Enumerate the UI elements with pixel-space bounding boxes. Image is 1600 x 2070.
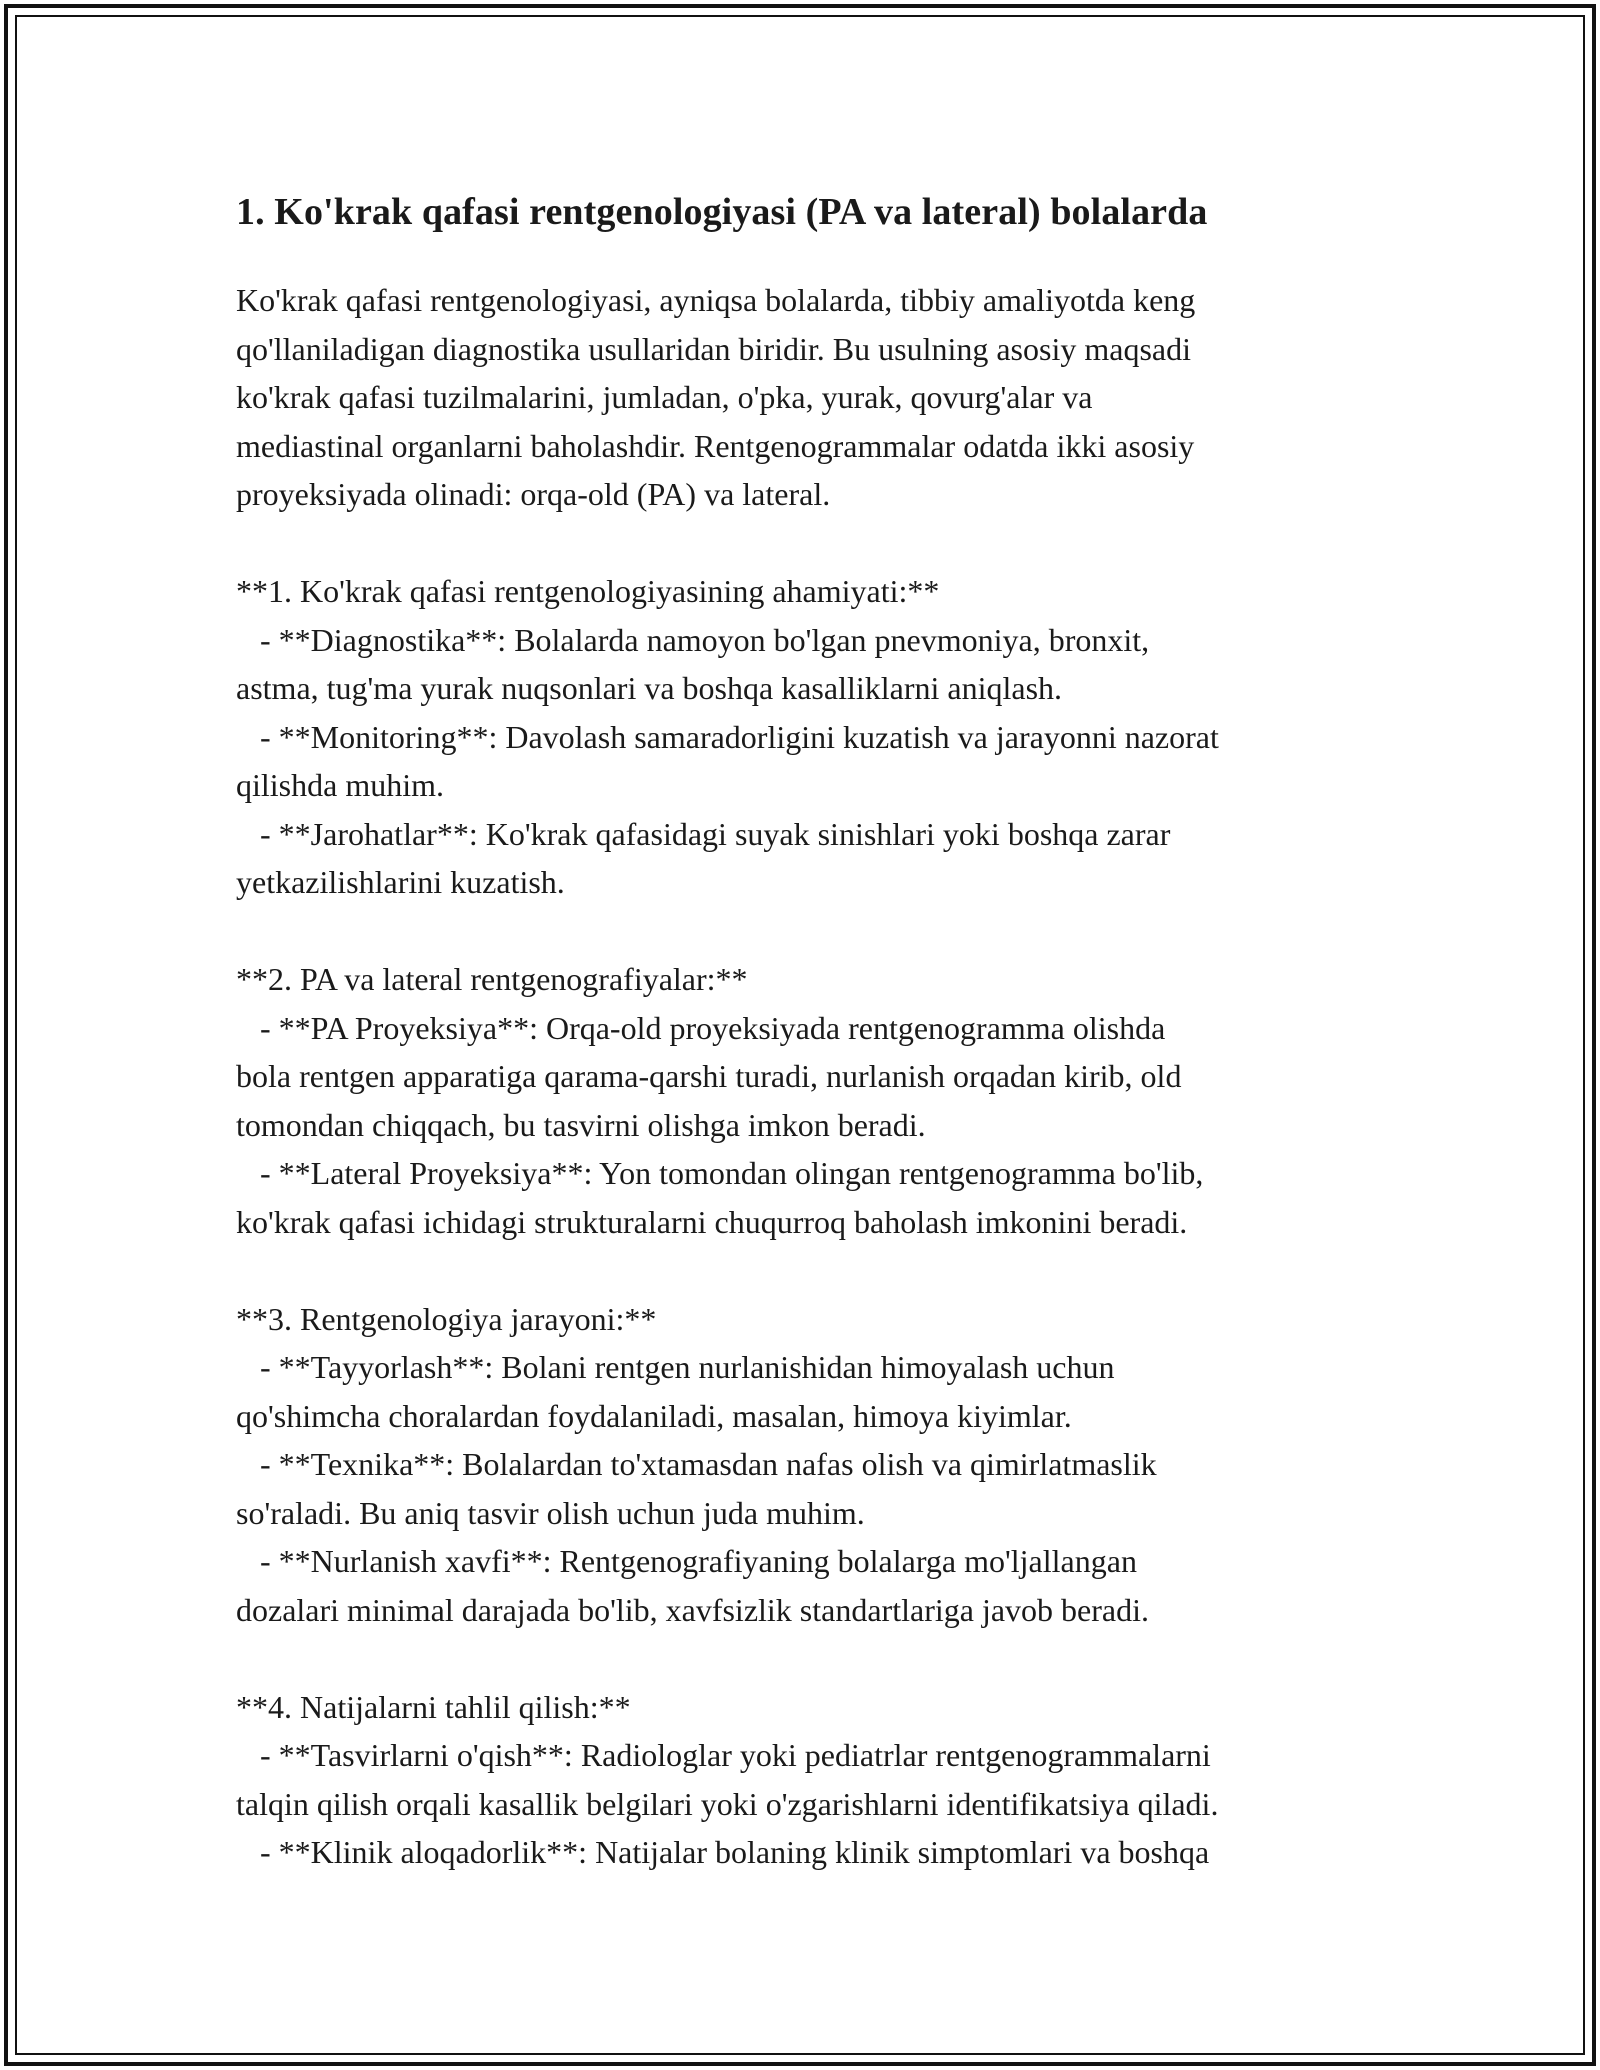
document-text — [236, 276, 1376, 1877]
text-line: **1. Ko'krak qafasi rentgenologiyasining ahamiyati:** — [236, 573, 940, 609]
text-line: ko'krak qafasi ichidagi strukturalarni chuqurroq baholash imkonini beradi. — [236, 1203, 1188, 1240]
text-line: - **Diagnostika**: Bolalarda namoyon bo'lgan pnevmoniya, bronxit, — [236, 621, 1150, 658]
text-line: qilishda muhim. — [236, 767, 444, 803]
section-3 — [236, 1295, 1376, 1635]
text-line: - **Tayyorlash**: Bolani rentgen nurlanishidan himoyalash uchun — [236, 1349, 1115, 1385]
text-line: tomondan chiqqach, bu tasvirni olishga imkon beradi. — [236, 1106, 926, 1143]
text-line: astma, tug'ma yurak nuqsonlari va boshqa kasalliklarni aniqlash. — [236, 670, 1063, 706]
text-line: ko'krak qafasi tuzilmalarini, jumladan, o'pka, yurak, qovurg'alar va — [236, 379, 1093, 415]
text-line: qo'shimcha choralardan foydalaniladi, masalan, himoya kiyimlar. — [236, 1397, 1072, 1434]
text-line: - **Jarohatlar**: Ko'krak qafasidagi suyak sinishlari yoki boshqa zarar — [236, 815, 1171, 852]
text-line: - **Nurlanish xavfi**: Rentgenografiyaning bolalarga mo'ljallangan — [236, 1543, 1137, 1579]
text-line: - **Tasvirlarni o'qish**: Radiologlar yoki pediatrlar rentgenogrammalarni — [236, 1737, 1211, 1773]
paragraph-gap — [236, 1634, 1376, 1683]
document-body — [236, 186, 1376, 1877]
text-line: proyeksiyada olinadi: orqa-old (PA) va lateral. — [236, 476, 831, 512]
section-4 — [236, 1683, 1376, 1877]
text-line: Ko'krak qafasi rentgenologiyasi, ayniqsa bolalarda, tibbiy amaliyotda keng — [236, 282, 1196, 318]
text-line: bola rentgen apparatiga qarama-qarshi turadi, nurlanish orqadan kirib, old — [236, 1058, 1182, 1094]
section-1 — [236, 567, 1376, 907]
text-line: **3. Rentgenologiya jarayoni:** — [236, 1300, 657, 1337]
intro-paragraph — [236, 276, 1376, 519]
paragraph-gap — [236, 907, 1376, 956]
text-line: dozalari minimal darajada bo'lib, xavfsizlik standartlariga javob beradi. — [236, 1591, 1149, 1628]
text-line: - **Monitoring**: Davolash samaradorligini kuzatish va jarayonni nazorat — [236, 718, 1219, 755]
section-2 — [236, 955, 1376, 1246]
text-line: - **Klinik aloqadorlik**: Natijalar bolaning klinik simptomlari va boshqa — [236, 1834, 1210, 1870]
text-line: mediastinal organlarni baholashdir. Rentgenogrammalar odatda ikki asosiy — [236, 427, 1195, 464]
text-line: **2. PA va lateral rentgenografiyalar:** — [236, 961, 748, 997]
text-line: - **Texnika**: Bolalardan to'xtamasdan nafas olish va qimirlatmaslik — [236, 1446, 1157, 1482]
paragraph-gap — [236, 1246, 1376, 1295]
text-line: qo'llaniladigan diagnostika usullaridan biridir. Bu usulning asosiy maqsadi — [236, 330, 1191, 367]
document-title: 1. Ko'krak qafasi rentgenologiyasi (PA va lateral) bolalarda — [236, 191, 1208, 233]
text-line: talqin qilish orqali kasallik belgilari yoki o'zgarishlarni identifikatsiya qiladi. — [236, 1785, 1219, 1822]
paragraph-gap — [236, 519, 1376, 568]
text-line: - **Lateral Proyeksiya**: Yon tomondan olingan rentgenogramma bo'lib, — [236, 1155, 1204, 1191]
text-line: - **PA Proyeksiya**: Orqa-old proyeksiyada rentgenogramma olishda — [236, 1009, 1166, 1046]
text-line: yetkazilishlarini kuzatish. — [236, 864, 565, 900]
text-line: so'raladi. Bu aniq tasvir olish uchun juda muhim. — [236, 1494, 865, 1531]
text-line: **4. Natijalarni tahlil qilish:** — [236, 1688, 631, 1725]
